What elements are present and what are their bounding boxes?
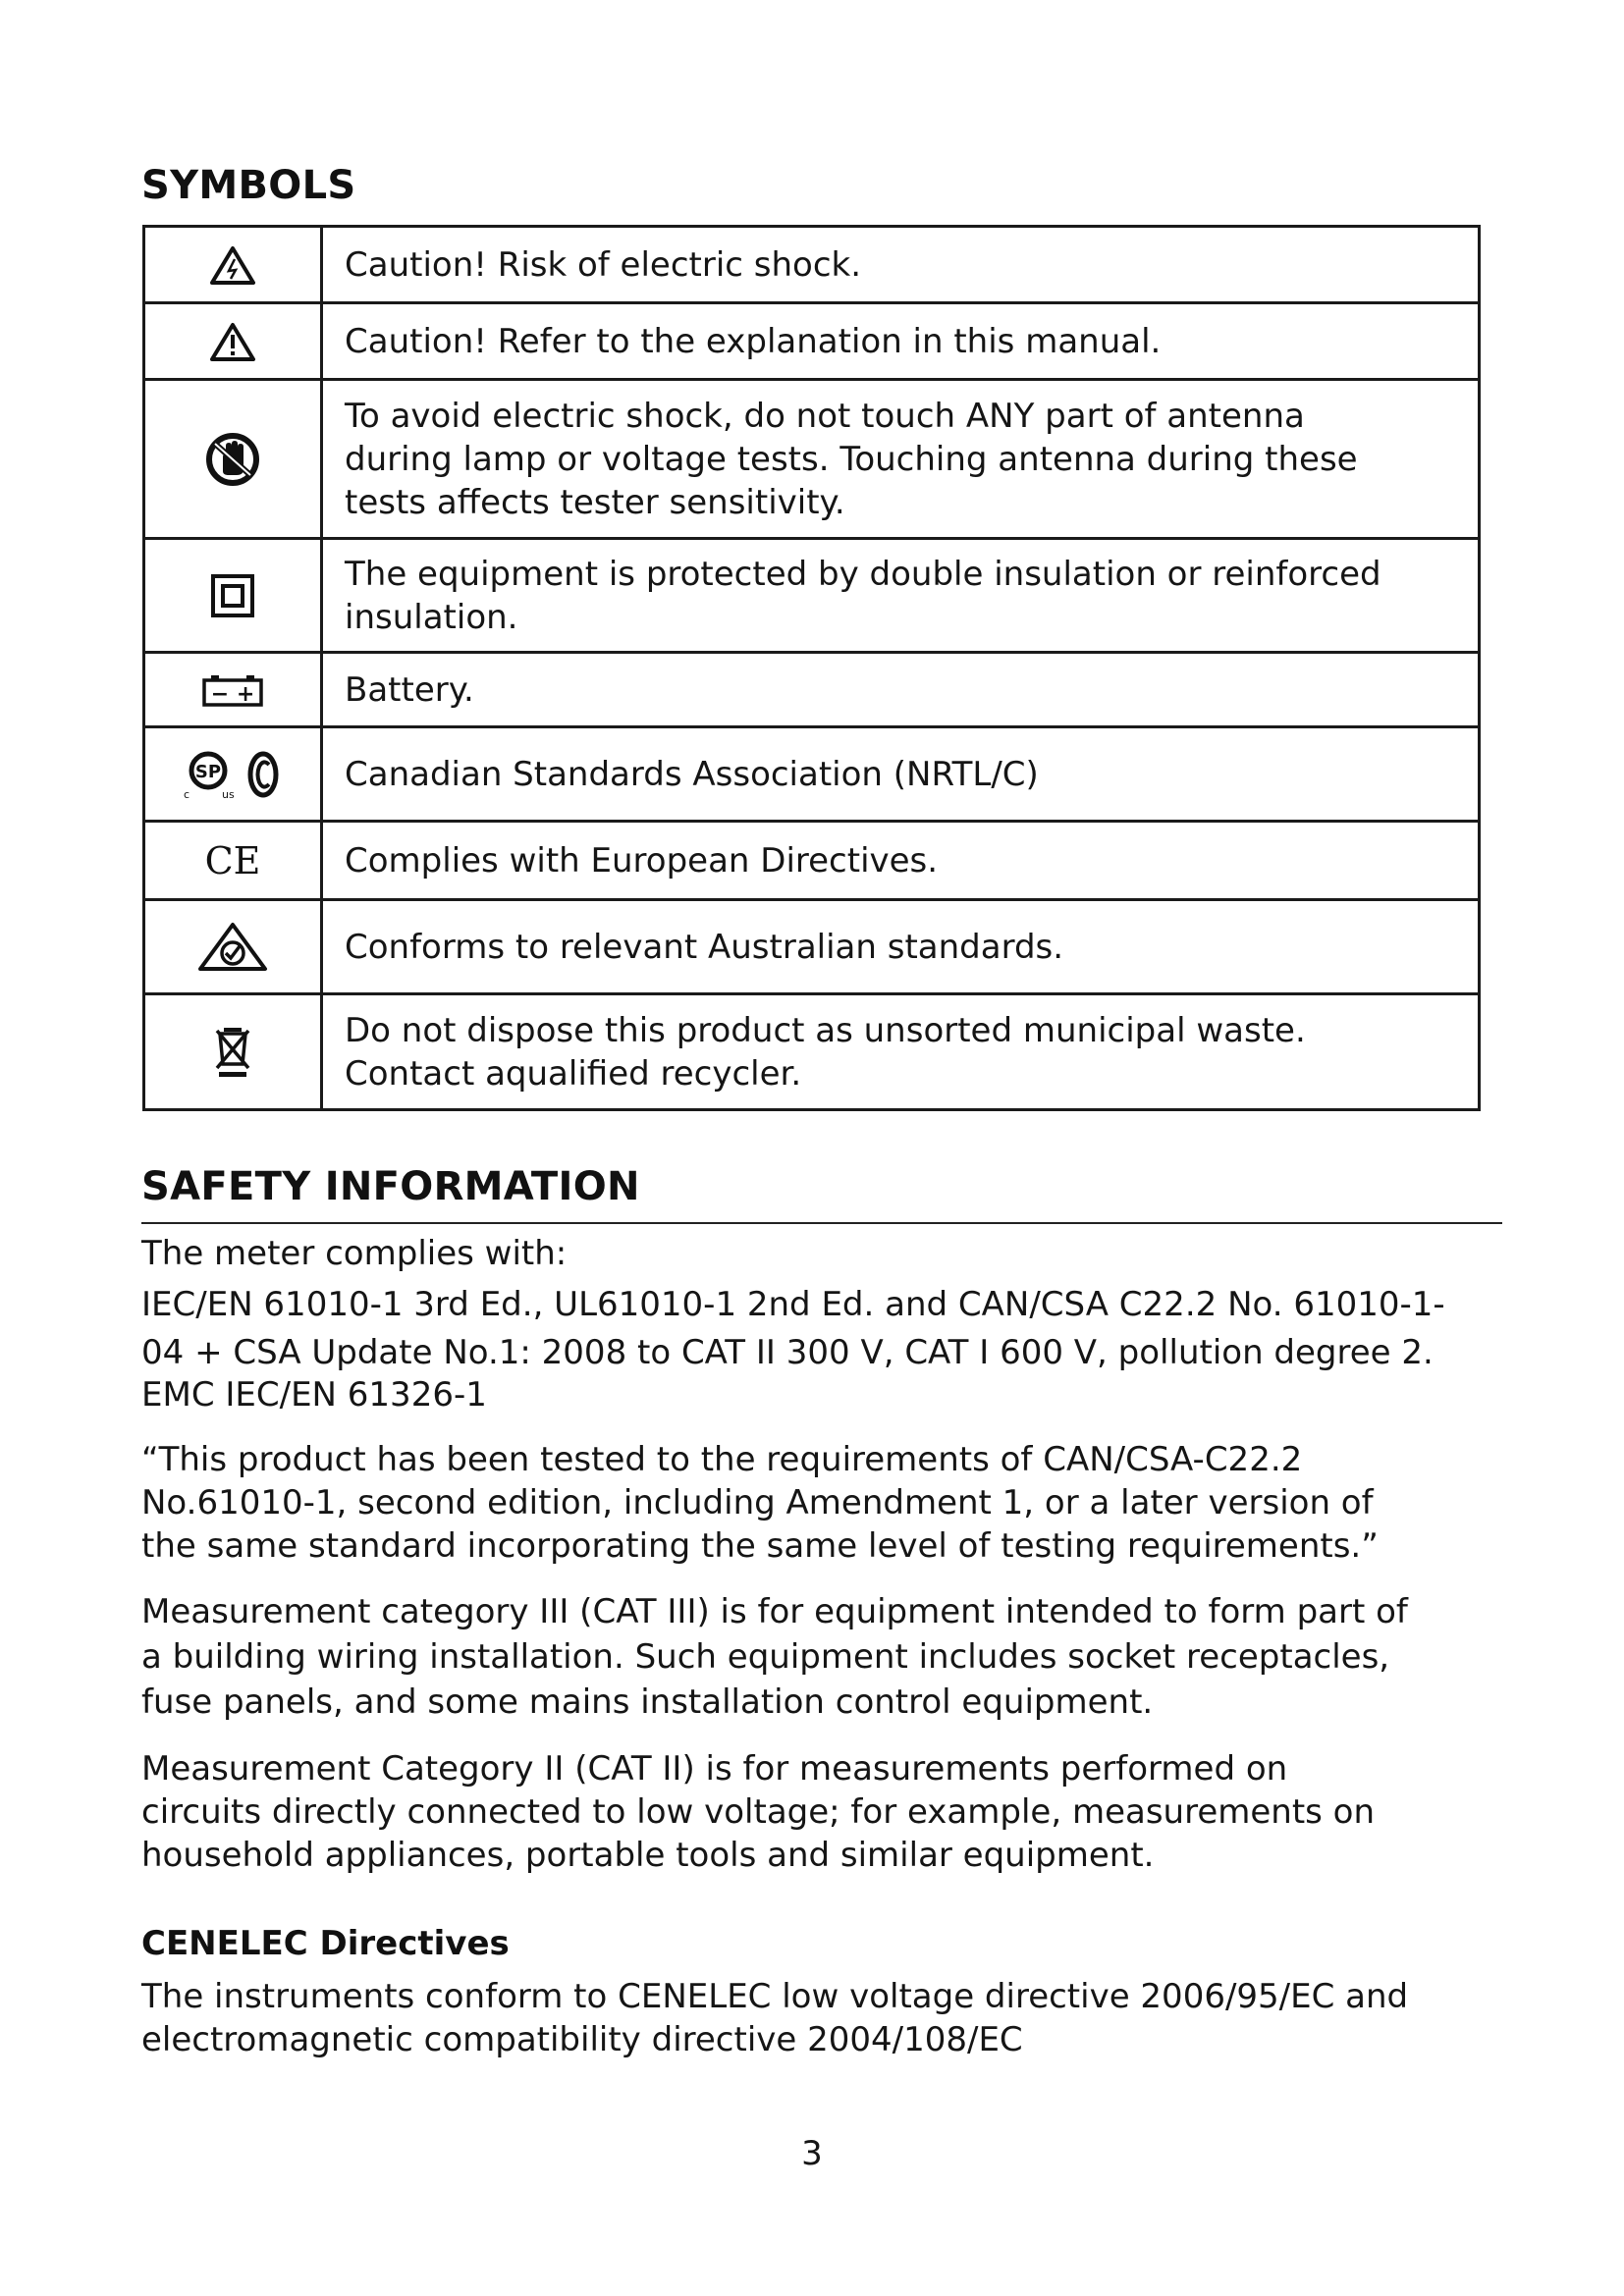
description-line: insulation. [345, 597, 518, 637]
standards-paragraph [141, 1281, 1516, 1419]
symbol-description [322, 994, 1480, 1110]
symbol-cell [144, 227, 322, 303]
table-row [144, 227, 1480, 303]
paragraph-line: EMC IEC/EN 61326-1 [141, 1375, 487, 1415]
electric-shock-warning-icon [210, 245, 255, 285]
symbol-description [322, 380, 1480, 539]
quote-paragraph [141, 1438, 1516, 1568]
description-line: Conforms to relevant Australian standards. [345, 927, 1064, 967]
paragraph-line: Measurement category III (CAT III) is for equipment intended to form part of [141, 1592, 1408, 1631]
table-row [144, 994, 1480, 1110]
description-line: The equipment is protected by double insulation or reinforced [345, 554, 1381, 594]
table-row [144, 822, 1480, 900]
paragraph-line: No.61010-1, second edition, including Amendment 1, or a later version of [141, 1483, 1374, 1522]
csa-left-label: c [184, 787, 190, 801]
symbol-description [322, 727, 1480, 822]
description-line: Caution! Refer to the explanation in this manual. [345, 321, 1162, 361]
rcm-mark-icon [197, 922, 268, 973]
symbol-description [322, 653, 1480, 727]
symbol-cell [144, 994, 322, 1110]
paragraph-line: IEC/EN 61010-1 3rd Ed., UL61010-1 2nd Ed. and CAN/CSA C22.2 No. 61010-1- [141, 1285, 1445, 1324]
paragraph-line: circuits directly connected to low voltage; for example, measurements on [141, 1792, 1376, 1832]
description-line: Complies with European Directives. [345, 840, 939, 881]
paragraph-line: electromagnetic compatibility directive 2004/108/EC [141, 2020, 1023, 2059]
battery-icon [201, 672, 264, 708]
paragraph-line: The instruments conform to CENELEC low voltage directive 2006/95/EC and [141, 1977, 1409, 2016]
paragraph-line: household appliances, portable tools and similar equipment. [141, 1836, 1155, 1875]
page-number: 3 [801, 2134, 823, 2173]
paragraph-line: a building wiring installation. Such equipment includes socket receptacles, [141, 1637, 1390, 1677]
svg-text:SP: SP [194, 761, 222, 782]
paragraph-line: fuse panels, and some mains installation control equipment. [141, 1682, 1154, 1722]
paragraph-line: the same standard incorporating the same level of testing requirements.” [141, 1526, 1379, 1566]
table-row [144, 653, 1480, 727]
ce-label: CE [204, 840, 261, 881]
symbol-cell [144, 727, 322, 822]
do-not-touch-antenna-icon [205, 432, 260, 487]
description-line: Canadian Standards Association (NRTL/C) [345, 754, 1039, 794]
double-insulation-icon [210, 573, 255, 618]
cenelec-heading: CENELEC Directives [141, 1924, 510, 1963]
symbols-table [142, 225, 1481, 1111]
description-line: during lamp or voltage tests. Touching antenna during these [345, 439, 1358, 479]
table-row [144, 727, 1480, 822]
paragraph-line: Measurement Category II (CAT II) is for measurements performed on [141, 1749, 1288, 1789]
caution-warning-icon [210, 322, 255, 361]
safety-heading: SAFETY INFORMATION [141, 1164, 640, 1209]
symbol-cell [144, 303, 322, 380]
table-row [144, 380, 1480, 539]
paragraph-line: 04 + CSA Update No.1: 2008 to CAT II 300 V, CAT I 600 V, pollution degree 2. [141, 1333, 1434, 1372]
symbol-description [322, 227, 1480, 303]
description-line: Battery. [345, 669, 474, 710]
csa-certification-icon [179, 745, 287, 804]
cat3-paragraph [141, 1589, 1516, 1725]
cenelec-paragraph [141, 1975, 1516, 2061]
paragraph-line: The meter complies with: [141, 1234, 568, 1273]
symbol-cell [144, 822, 322, 900]
table-row [144, 539, 1480, 653]
section-divider [141, 1222, 1502, 1224]
table-row [144, 900, 1480, 994]
symbol-cell [144, 380, 322, 539]
description-line: Caution! Risk of electric shock. [345, 244, 862, 285]
weee-bin-icon [215, 1025, 250, 1080]
description-line: Contact aqualified recycler. [345, 1053, 802, 1094]
symbol-description [322, 900, 1480, 994]
symbol-description [322, 539, 1480, 653]
description-line: To avoid electric shock, do not touch ANY part of antenna [345, 396, 1305, 436]
symbol-cell [144, 539, 322, 653]
battery-label: − + [210, 681, 255, 707]
description-line: Do not dispose this product as unsorted municipal waste. [345, 1010, 1306, 1050]
symbol-cell [144, 653, 322, 727]
table-row [144, 303, 1480, 380]
symbol-description [322, 303, 1480, 380]
symbol-description [322, 822, 1480, 900]
symbol-cell [144, 900, 322, 994]
symbols-heading: SYMBOLS [141, 163, 356, 208]
cat2-paragraph [141, 1747, 1516, 1877]
csa-right-label: us [222, 787, 235, 801]
ce-mark-icon [203, 841, 262, 881]
description-line: tests affects tester sensitivity. [345, 482, 845, 522]
paragraph-line: “This product has been tested to the requirements of CAN/CSA-C22.2 [141, 1440, 1303, 1479]
complies-intro [141, 1232, 1516, 1275]
